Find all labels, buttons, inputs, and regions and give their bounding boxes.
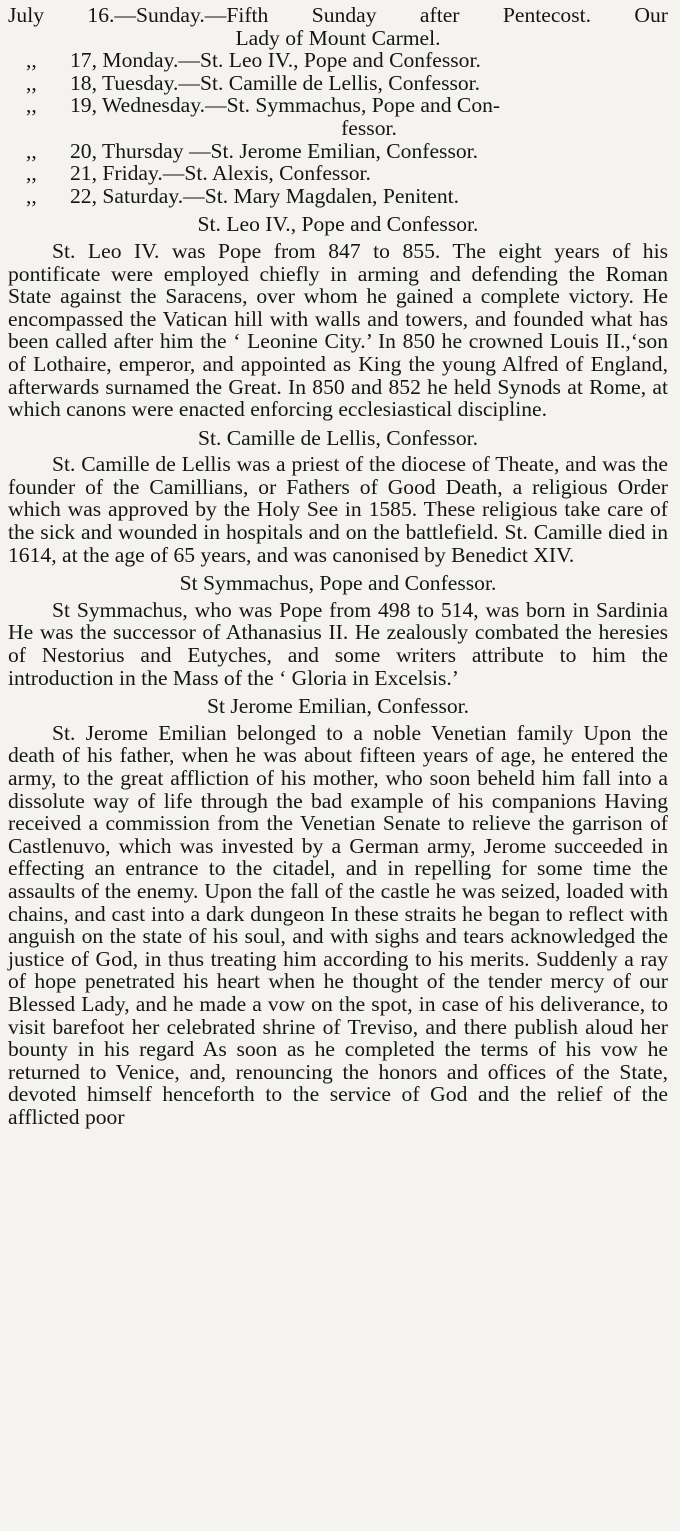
calendar-entry — [8, 162, 668, 185]
ditto-mark: ,, — [26, 161, 37, 186]
section-heading: St Symmachus, Pope and Confessor. — [179, 571, 497, 596]
calendar-entry — [8, 185, 668, 208]
section-heading: St Jerome Emilian, Confessor. — [206, 694, 470, 719]
calendar-entry — [8, 140, 668, 163]
section-body: St. Camille de Lellis was a priest of the diocese of Theate, and was the founder of the Camillians, or Fathers of Good Death, a religious Order which was approved by the Holy See in 1585. These religious take care of the sick and wounded in hospitals and on the battlefield. St. Camille died in 1614, at the age of 65 years, and was canonised by Benedict XIV. — [8, 452, 668, 567]
section-body: St Symmachus, who was Pope from 498 to 514, was born in Sardinia He was the successor of Athanasius II. He zealously combated the heresies of Nestorius and Eutyches, and some writers attribute to him the introduction in the Mass of the ‘ Gloria in Excelsis.’ — [8, 597, 668, 690]
calendar-entry-text — [70, 94, 668, 139]
calendar-entry-continuation: fessor. — [341, 115, 397, 140]
section-body: St. Leo IV. was Pope from 847 to 855. The eight years of his pontificate were employed chiefly in arming and defending the Roman State against the Saracens, over whom he gained a complete victory. He encompassed the Vatican hill with walls and towers, and founded what has been called after him the ‘ Leonine City.’ In 850 he crowned Louis II.,‘son of Lothaire, emperor, and appointed as King the young Alfred of England, afterwards surnamed the Great. In 850 and 852 he held Synods at Rome, at which canons were enacted enforcing ecclesiastical discipline. — [8, 238, 668, 422]
saints-calendar — [8, 4, 668, 207]
calendar-entry-first-line1: July 16.—Sunday.—Fifth Sunday after Pentecost. Our — [8, 3, 668, 27]
calendar-entry-text: 22, Saturday.—St. Mary Magdalen, Penitent. — [70, 183, 460, 208]
calendar-entry-first — [8, 4, 668, 49]
ditto-mark: ,, — [26, 70, 37, 95]
calendar-entry — [8, 72, 668, 95]
calendar-entry-text: 17, Monday.—St. Leo IV., Pope and Confessor. — [70, 48, 481, 73]
ditto-mark: ,, — [26, 138, 37, 163]
section-heading: St. Leo IV., Pope and Confessor. — [197, 212, 479, 237]
calendar-entry — [8, 49, 668, 72]
ditto-mark: ,, — [26, 93, 37, 118]
calendar-entry-line: 19, Wednesday.—St. Symmachus, Pope and Con- — [70, 93, 501, 118]
section-heading: St. Camille de Lellis, Confessor. — [197, 425, 479, 450]
calendar-entry-text: 18, Tuesday.—St. Camille de Lellis, Confessor. — [70, 70, 481, 95]
calendar-entry-first-line2: Lady of Mount Carmel. — [235, 25, 441, 50]
calendar-entry — [8, 94, 668, 139]
section-body: St. Jerome Emilian belonged to a noble Venetian family Upon the death of his father, when he was about fifteen years of age, he entered the army, to the great affliction of his mother, who soon beheld him fall into a dissolute way of life through the bad example of his companions Having received a commission from the Venetian Senate to relieve the garrison of Castlenuvo, which was invested by a German army, Jerome succeeded in effecting an entrance to the citadel, and in repelling for some time the assaults of the enemy. Upon the fall of the castle he was seized, loaded with chains, and cast into a dark dungeon In these straits he began to reflect with anguish on the state of his soul, and with sighs and tears acknowledged the justice of God, in thus treating him according to his merits. Suddenly a ray of hope penetrated his heart when he thought of the tender mercy of our Blessed Lady, and he made a vow on the spot, in case of his deliverance, to visit barefoot her celebrated shrine of Treviso, and there publish aloud her bounty in his regard As soon as he completed the terms of his vow he returned to Venice, and, renouncing the honors and offices of the State, devoted himself henceforth to the service of God and the relief of the afflicted poor — [8, 720, 668, 1129]
calendar-entry-text: 21, Friday.—St. Alexis, Confessor. — [70, 161, 371, 186]
ditto-mark: ,, — [26, 48, 37, 73]
ditto-mark: ,, — [26, 183, 37, 208]
calendar-entry-text: 20, Thursday —St. Jerome Emilian, Confessor. — [70, 138, 479, 163]
